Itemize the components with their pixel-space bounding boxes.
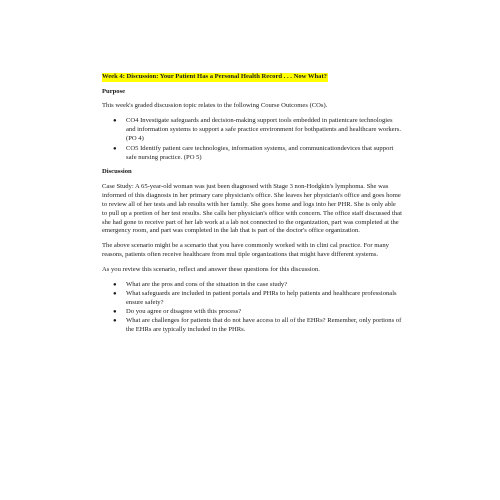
question-text: Do you agree or disagree with this process? xyxy=(126,307,242,315)
bullet-icon: ● xyxy=(113,145,117,152)
list-item xyxy=(113,290,402,308)
bullet-icon: ● xyxy=(113,117,117,124)
list-item xyxy=(113,316,402,335)
purpose-intro: This week's graded discussion topic relates to the following Course Outcomes (COs). xyxy=(102,102,328,109)
outcome-text: CO4 Investigate safeguards and decision-making support tools embedded in patientcare technologies and information systems to support a safe practice environment for bothpatients and healthcare workers. (PO 4) xyxy=(126,116,402,142)
question-text: What are challenges for patients that do not have access to all of the EHRs? Remember, only portions of the EHRs are typically included in the PHRs. xyxy=(126,316,402,333)
course-outcomes-list xyxy=(102,117,402,163)
case-study-paragraph: Case Study: A 65-year-old woman was just been diagnosed with Stage 3 non-Hodgkin's lymphoma. She was informed of this diagnosis in her primary care physician's office. She leaves her physician's office and goes home to review all of her tests and lab results with her family. She goes home and logs into her PHR. She is only able to pull up a portion of her test results. She calls her physician's office with concern. The office staff discussed that she had gone to receive part of her lab work at a lab not connected to the organization, part was completed at the emergency room, and part was completed in the lab that is part of the doctor's office organization. xyxy=(102,182,402,235)
purpose-heading: Purpose xyxy=(102,87,126,95)
list-item xyxy=(113,281,402,290)
document-page xyxy=(102,73,402,341)
question-text: What are the pros and cons of the situation in the case study? xyxy=(126,281,288,289)
outcome-text: CO5 Identify patient care technologies, information systems, and communicationdevices that support safe nursing practice. (PO 5) xyxy=(126,144,394,161)
instruction-paragraph: As you review this scenario, reflect and answer these questions for this discussion. xyxy=(102,266,320,274)
bullet-icon: ● xyxy=(113,308,117,315)
page-title: Week 4: Discussion: Your Patient Has a Personal Health Record . . . Now What? xyxy=(102,73,327,80)
scenario-paragraph: The above scenario might be a scenario that you have commonly worked with in clini cal practice. For many reasons, patients often receive healthcare from mul tiple organizations that might have different systems. xyxy=(102,242,389,259)
list-item xyxy=(113,307,402,317)
bullet-icon: ● xyxy=(113,282,117,289)
question-text: What safeguards are included in patient portals and PHRs to help patients and healthcare professionals ensure safety? xyxy=(126,290,397,306)
discussion-heading: Discussion xyxy=(102,168,132,176)
discussion-questions-list xyxy=(102,281,402,334)
bullet-icon: ● xyxy=(113,291,117,297)
bullet-icon: ● xyxy=(113,317,117,324)
list-item xyxy=(113,116,402,144)
list-item xyxy=(113,144,402,163)
